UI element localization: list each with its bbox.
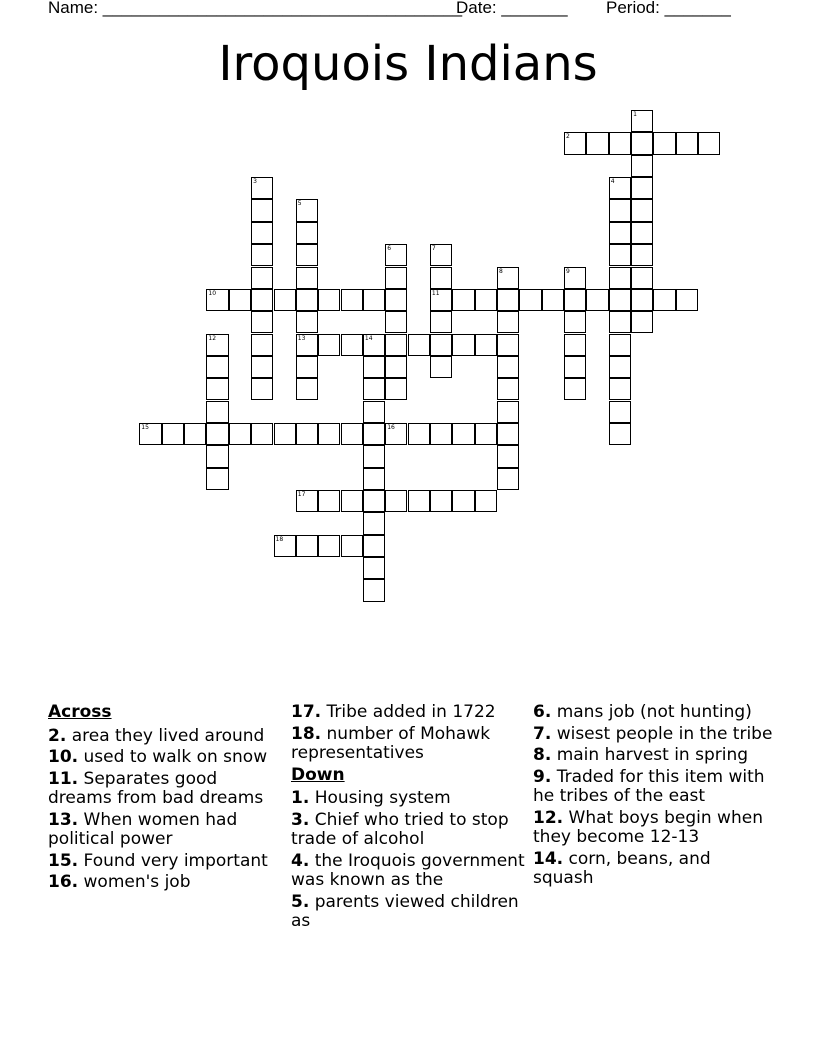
crossword-cell[interactable] (318, 490, 340, 512)
crossword-cell[interactable] (430, 356, 452, 378)
period-field[interactable]: Period: _______ (606, 0, 731, 17)
crossword-cell[interactable] (698, 132, 720, 154)
crossword-cell[interactable] (631, 110, 653, 132)
crossword-cell[interactable] (363, 401, 385, 423)
crossword-cell[interactable] (408, 423, 430, 445)
crossword-cell[interactable] (631, 199, 653, 221)
crossword-cell[interactable] (251, 199, 273, 221)
cell-number: 16 (387, 423, 395, 431)
crossword-cell[interactable] (430, 311, 452, 333)
crossword-cell[interactable] (363, 512, 385, 534)
crossword-cell[interactable] (363, 557, 385, 579)
crossword-cell[interactable] (609, 244, 631, 266)
crossword-cell[interactable] (341, 334, 363, 356)
crossword-cell[interactable] (609, 289, 631, 311)
crossword-cell[interactable] (586, 132, 608, 154)
crossword-cell[interactable] (385, 490, 407, 512)
crossword-cell[interactable] (609, 423, 631, 445)
clue-down-6: 6. mans job (not hunting) (533, 702, 752, 722)
crossword-cell[interactable] (251, 289, 273, 311)
crossword-cell[interactable] (206, 423, 228, 445)
crossword-cell[interactable] (206, 445, 228, 467)
crossword-cell[interactable] (586, 289, 608, 311)
crossword-cell[interactable] (296, 267, 318, 289)
crossword-cell[interactable] (564, 267, 586, 289)
cell-number: 6 (387, 245, 392, 253)
cell-number: 12 (208, 334, 217, 342)
crossword-cell[interactable] (318, 535, 340, 557)
cell-number: 18 (275, 535, 284, 543)
clue-down-9: 9. Traded for this item with he tribes of the east (533, 766, 765, 806)
crossword-cell[interactable] (229, 423, 251, 445)
crossword-cell[interactable] (676, 289, 698, 311)
crossword-cell[interactable] (385, 244, 407, 266)
crossword-cell[interactable] (363, 423, 385, 445)
crossword-cell[interactable] (542, 289, 564, 311)
crossword-cell[interactable] (564, 289, 586, 311)
clues-column-1 (48, 703, 280, 895)
crossword-cell[interactable] (452, 334, 474, 356)
clue-across-18: 18. number of Mohawk representatives (291, 723, 491, 763)
crossword-cell[interactable] (631, 244, 653, 266)
crossword-cell[interactable] (564, 356, 586, 378)
crossword-cell[interactable] (206, 289, 228, 311)
clue-across-11: 11. Separates good dreams from bad dreams (48, 768, 264, 808)
crossword-cell[interactable] (296, 423, 318, 445)
crossword-cell[interactable] (497, 356, 519, 378)
crossword-cell[interactable] (296, 311, 318, 333)
crossword-cell[interactable] (497, 311, 519, 333)
crossword-cell[interactable] (206, 378, 228, 400)
crossword-cell[interactable] (631, 289, 653, 311)
crossword-cell[interactable] (653, 289, 675, 311)
cell-number: 14 (364, 334, 373, 342)
crossword-cell[interactable] (676, 132, 698, 154)
crossword-cell[interactable] (184, 423, 206, 445)
crossword-cell[interactable] (251, 423, 273, 445)
crossword-cell[interactable] (385, 423, 407, 445)
crossword-cell[interactable] (609, 378, 631, 400)
crossword-cell[interactable] (497, 334, 519, 356)
crossword-cell[interactable] (497, 378, 519, 400)
crossword-cell[interactable] (162, 423, 184, 445)
crossword-cell[interactable] (363, 579, 385, 601)
crossword-cell[interactable] (609, 177, 631, 199)
cell-number: 9 (566, 267, 570, 275)
crossword-cell[interactable] (430, 490, 452, 512)
crossword-cell[interactable] (497, 423, 519, 445)
crossword-cell[interactable] (631, 311, 653, 333)
crossword-cell[interactable] (609, 401, 631, 423)
clue-across-2: 2. area they lived around (48, 725, 265, 746)
cell-number: 15 (141, 423, 149, 431)
crossword-cell[interactable] (385, 267, 407, 289)
crossword-cell[interactable] (408, 490, 430, 512)
crossword-cell[interactable] (609, 222, 631, 244)
crossword-cell[interactable] (631, 267, 653, 289)
cell-number: 3 (253, 178, 257, 186)
crossword-cell[interactable] (296, 535, 318, 557)
clue-down-1: 1. Housing system (291, 788, 451, 808)
crossword-cell[interactable] (497, 468, 519, 490)
clues-column-2 (291, 703, 526, 934)
cell-number: 13 (297, 334, 306, 342)
crossword-cell[interactable] (475, 334, 497, 356)
crossword-cell[interactable] (296, 244, 318, 266)
crossword-cell[interactable] (274, 289, 296, 311)
crossword-cell[interactable] (631, 155, 653, 177)
crossword-cell[interactable] (475, 490, 497, 512)
clue-down-7: 7. wisest people in the tribe (533, 723, 773, 744)
cell-number: 7 (431, 245, 436, 253)
clue-across-16: 16. women's job (48, 872, 191, 892)
crossword-cell[interactable] (430, 289, 452, 311)
cell-number: 17 (297, 491, 306, 498)
clue-down-8: 8. main harvest in spring (533, 745, 749, 765)
crossword-cell[interactable] (564, 334, 586, 356)
crossword-cell[interactable] (251, 378, 273, 400)
crossword-cell[interactable] (341, 289, 363, 311)
date-field[interactable]: Date: _______ (456, 0, 568, 17)
clue-across-17: 17. Tribe added in 1722 (291, 702, 496, 722)
crossword-cell[interactable] (251, 177, 273, 199)
clue-down-12: 12. What boys begin when they become 12-13 (533, 807, 763, 847)
name-field[interactable]: Name: ______________________________________ (48, 0, 463, 17)
crossword-cell[interactable] (363, 490, 385, 512)
crossword-cell[interactable] (229, 289, 251, 311)
crossword-cell[interactable] (296, 289, 318, 311)
crossword-cell[interactable] (564, 378, 586, 400)
across-heading: Across (48, 702, 112, 722)
crossword-cell[interactable] (564, 132, 586, 154)
crossword-cell[interactable] (363, 378, 385, 400)
crossword-cell[interactable] (609, 356, 631, 378)
crossword-cell[interactable] (385, 378, 407, 400)
crossword-cell[interactable] (363, 289, 385, 311)
crossword-cell[interactable] (341, 535, 363, 557)
crossword-cell[interactable] (631, 177, 653, 199)
crossword-cell[interactable] (408, 334, 430, 356)
crossword-cell[interactable] (139, 423, 161, 445)
crossword-cell[interactable] (475, 423, 497, 445)
crossword-cell[interactable] (318, 423, 340, 445)
clue-across-10: 10. used to walk on snow (48, 747, 268, 767)
crossword-cell[interactable] (631, 132, 653, 154)
crossword-cell[interactable] (609, 132, 631, 154)
crossword-cell[interactable] (631, 222, 653, 244)
crossword-cell[interactable] (206, 334, 228, 356)
crossword-cell[interactable] (385, 334, 407, 356)
crossword-cell[interactable] (274, 423, 296, 445)
crossword-cell[interactable] (251, 244, 273, 266)
crossword-cell[interactable] (385, 356, 407, 378)
cell-number: 10 (208, 289, 217, 297)
clue-down-4: 4. the Iroquois government was known as the (291, 850, 525, 890)
crossword-cell[interactable] (430, 244, 452, 266)
crossword-cell[interactable] (296, 334, 318, 356)
cell-number: 8 (499, 267, 503, 275)
crossword-cell[interactable] (452, 423, 474, 445)
crossword-cell[interactable] (251, 356, 273, 378)
crossword-cell[interactable] (363, 445, 385, 467)
crossword-cell[interactable] (341, 490, 363, 512)
crossword-cell[interactable] (519, 289, 541, 311)
crossword-cell[interactable] (363, 334, 385, 356)
crossword-cell[interactable] (497, 289, 519, 311)
crossword-cell[interactable] (497, 267, 519, 289)
crossword-cell[interactable] (564, 311, 586, 333)
crossword-cell[interactable] (609, 334, 631, 356)
crossword-cell[interactable] (251, 311, 273, 333)
clue-across-15: 15. Found very important (48, 850, 268, 871)
cell-number: 4 (610, 178, 615, 186)
crossword-cell[interactable] (206, 356, 228, 378)
crossword-cell[interactable] (609, 311, 631, 333)
down-heading: Down (291, 764, 345, 785)
crossword-cell[interactable] (274, 535, 296, 557)
crossword-cell[interactable] (251, 267, 273, 289)
crossword-cell[interactable] (497, 401, 519, 423)
crossword-cell[interactable] (363, 468, 385, 490)
crossword-cell[interactable] (609, 267, 631, 289)
crossword-cell[interactable] (296, 222, 318, 244)
crossword-cell[interactable] (653, 132, 675, 154)
crossword-cell[interactable] (452, 490, 474, 512)
crossword-cell[interactable] (430, 334, 452, 356)
page-title: Iroquois Indians (218, 36, 598, 92)
crossword-cell[interactable] (318, 289, 340, 311)
crossword-cell[interactable] (296, 490, 318, 512)
crossword-cell[interactable] (475, 289, 497, 311)
crossword-cell[interactable] (363, 535, 385, 557)
clue-down-3: 3. Chief who tried to stop trade of alcohol (291, 809, 509, 849)
crossword-cell[interactable] (385, 289, 407, 311)
crossword-cell[interactable] (296, 199, 318, 221)
crossword-cell[interactable] (385, 311, 407, 333)
crossword-cell[interactable] (318, 334, 340, 356)
clues-column-3 (533, 703, 773, 891)
crossword-cell[interactable] (341, 423, 363, 445)
crossword-cell[interactable] (296, 378, 318, 400)
crossword-cell[interactable] (430, 423, 452, 445)
crossword-cell[interactable] (430, 267, 452, 289)
crossword-cell[interactable] (251, 334, 273, 356)
crossword-cell[interactable] (609, 199, 631, 221)
crossword-cell[interactable] (296, 356, 318, 378)
clue-down-5: 5. parents viewed children as (291, 891, 519, 931)
clue-across-13: 13. When women had political power (48, 809, 238, 849)
crossword-cell[interactable] (206, 468, 228, 490)
crossword-cell[interactable] (206, 401, 228, 423)
crossword-cell[interactable] (497, 445, 519, 467)
cell-number: 11 (431, 289, 440, 297)
crossword-cell[interactable] (363, 356, 385, 378)
cell-number: 1 (633, 111, 637, 118)
crossword-cell[interactable] (251, 222, 273, 244)
clue-down-14: 14. corn, beans, and squash (533, 848, 711, 888)
crossword-cell[interactable] (452, 289, 474, 311)
cell-number: 2 (566, 133, 570, 141)
cell-number: 5 (297, 200, 302, 208)
